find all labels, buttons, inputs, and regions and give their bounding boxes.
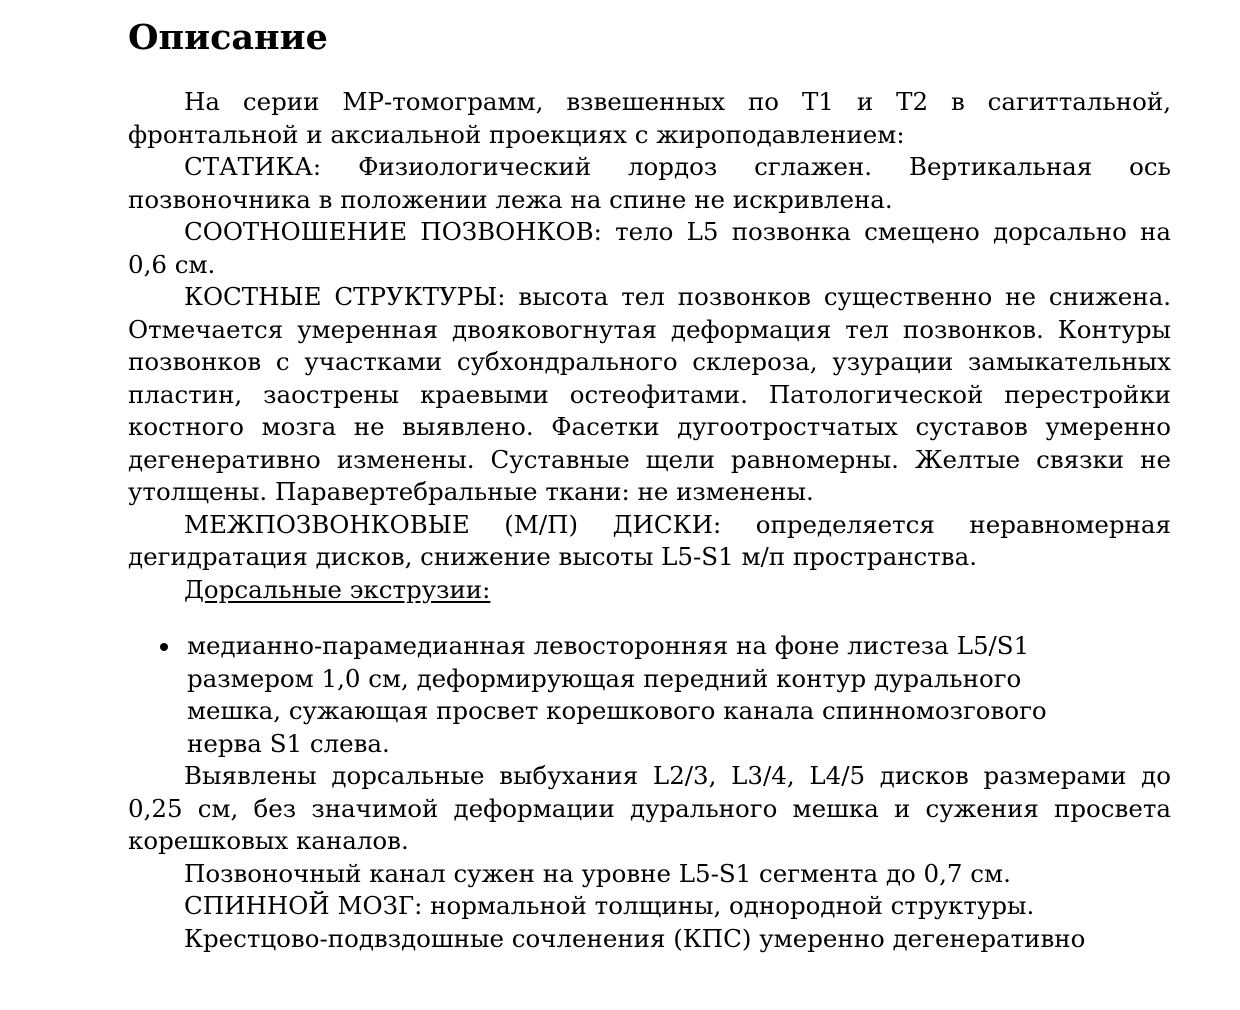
section-title: Описание	[128, 17, 328, 58]
subheading-extrusions	[128, 574, 1171, 607]
list-item	[187, 630, 1117, 760]
paragraph-spinal-canal: Позвоночный канал сужен на уровне L5-S1 сегмента до 0,7 см.	[184, 858, 1011, 888]
paragraph-spinal-cord: СПИННОЙ МОЗГ: нормальной толщины, однородной структуры.	[184, 891, 1035, 920]
extrusion-list	[128, 630, 1171, 760]
paragraph-statics: СТАТИКА: Физиологический лордоз сглажен. Вертикальная ось позвоночника в положении лежа на спине не искривлена.	[128, 152, 1171, 214]
subheading-text: Дорсальные экструзии:	[184, 574, 491, 604]
paragraph-protrusions: Выявлены дорсальные выбухания L2/3, L3/4, L4/5 дисков размерами до 0,25 см, без значимой деформации дурального мешка и сужения просвета корешковых каналов.	[128, 761, 1171, 855]
description-body	[128, 86, 1171, 955]
paragraph-intro: На серии МР-томограмм, взвешенных по Т1 и Т2 в сагиттальной, фронтальной и аксиальной проекциях с жироподавлением:	[128, 87, 1171, 149]
paragraph-bone-structures: КОСТНЫЕ СТРУКТУРЫ: высота тел позвонков существенно не снижена. Отмечается умеренная двояковогнутая деформация тел позвонков. Контуры позвонков с участками субхондрального склероза, узурации замыкательных пластин, заострены краевыми остеофитами. Патологической перестройки костного мозга не выявлено. Фасетки дугоотростчатых суставов умеренно дегенеративно изменены. Суставные щели равномерны. Желтые связки не утолщены. Паравертебральные ткани: не изменены.	[128, 282, 1171, 506]
list-item-text: медианно-парамедианная левосторонняя на фоне листеза L5/S1 размером 1,0 см, деформирующая передний контур дурального мешка, сужающая просвет корешкового канала спинномозгового нерва S1 слева.	[187, 631, 1047, 758]
document-page	[128, 14, 1171, 955]
paragraph-vertebrae-alignment: СООТНОШЕНИЕ ПОЗВОНКОВ: тело L5 позвонка смещено дорсально на 0,6 см.	[128, 217, 1171, 279]
bullet-icon	[160, 643, 168, 651]
paragraph-discs: МЕЖПОЗВОНКОВЫЕ (М/П) ДИСКИ: определяется неравномерная дегидратация дисков, снижение высоты L5-S1 м/п пространства.	[128, 509, 1171, 571]
paragraph-sacroiliac: Крестцово-подвздошные сочленения (КПС) умеренно дегенеративно	[184, 923, 1086, 953]
